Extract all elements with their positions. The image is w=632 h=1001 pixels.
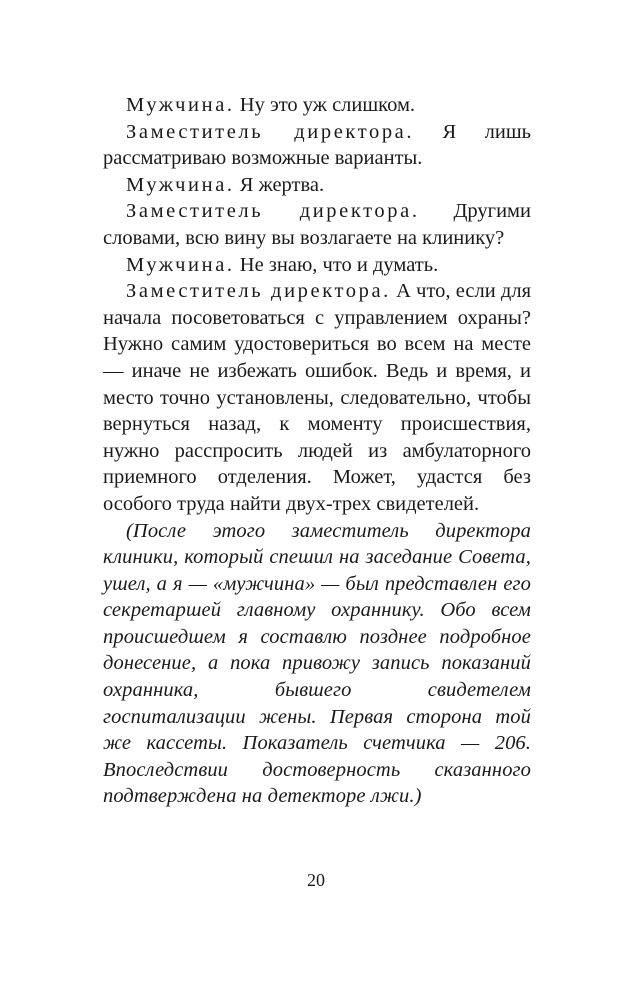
dialogue-line	[103, 92, 531, 119]
speech-text: Ну это уж слишком.	[234, 94, 416, 116]
speaker-name: Мужчина.	[126, 253, 235, 276]
speaker-name: Мужчина.	[126, 173, 235, 196]
dialogue-line	[103, 198, 531, 251]
dialogue-text	[103, 92, 531, 810]
dialogue-line	[103, 278, 531, 517]
dialogue-line	[103, 172, 531, 199]
speaker-name: Мужчина.	[126, 94, 235, 116]
speech-text: А что, если для начала посоветоваться с управлением охраны? Нужно самим удостовериться во всем на месте — иначе не избежать ошибок. Ведь и время, и место точно установлены, следовательно, чтобы вернуться назад, к моменту происшествия, нужно расспросить людей из амбулаторного приемного отделения. Может, удастся без особого труда найти двух-трех свидетелей.	[103, 280, 531, 515]
stage-direction: (После этого заместитель директора клиники, который спешил на заседание Совета, ушел, а я — «мужчина» — был представлен его секретаршей главному охраннику. Обо всем происшедшем я составлю позднее подробное донесение, а пока привожу запись показаний охранника, бывшего свидетелем госпитализации жены. Первая сторона той же кассеты. Показатель счетчика — 206. Впоследствии достоверность сказанного подтверждена на детекторе лжи.)	[103, 519, 531, 808]
page-number: 20	[307, 870, 325, 890]
speaker-name: Заместитель директора.	[126, 120, 415, 143]
speaker-name: Заместитель директора.	[126, 280, 391, 303]
speech-text: Другими словами, всю вину вы возлагаете на клинику?	[103, 200, 531, 249]
dialogue-line	[103, 252, 531, 279]
speech-text: Я жертва.	[234, 173, 325, 196]
speech-text: Я лишь рассматриваю возможные варианты.	[103, 120, 531, 170]
dialogue-line	[103, 119, 531, 172]
speaker-name: Заместитель директора.	[126, 200, 420, 223]
speech-text: Не знаю, что и думать.	[234, 253, 439, 276]
